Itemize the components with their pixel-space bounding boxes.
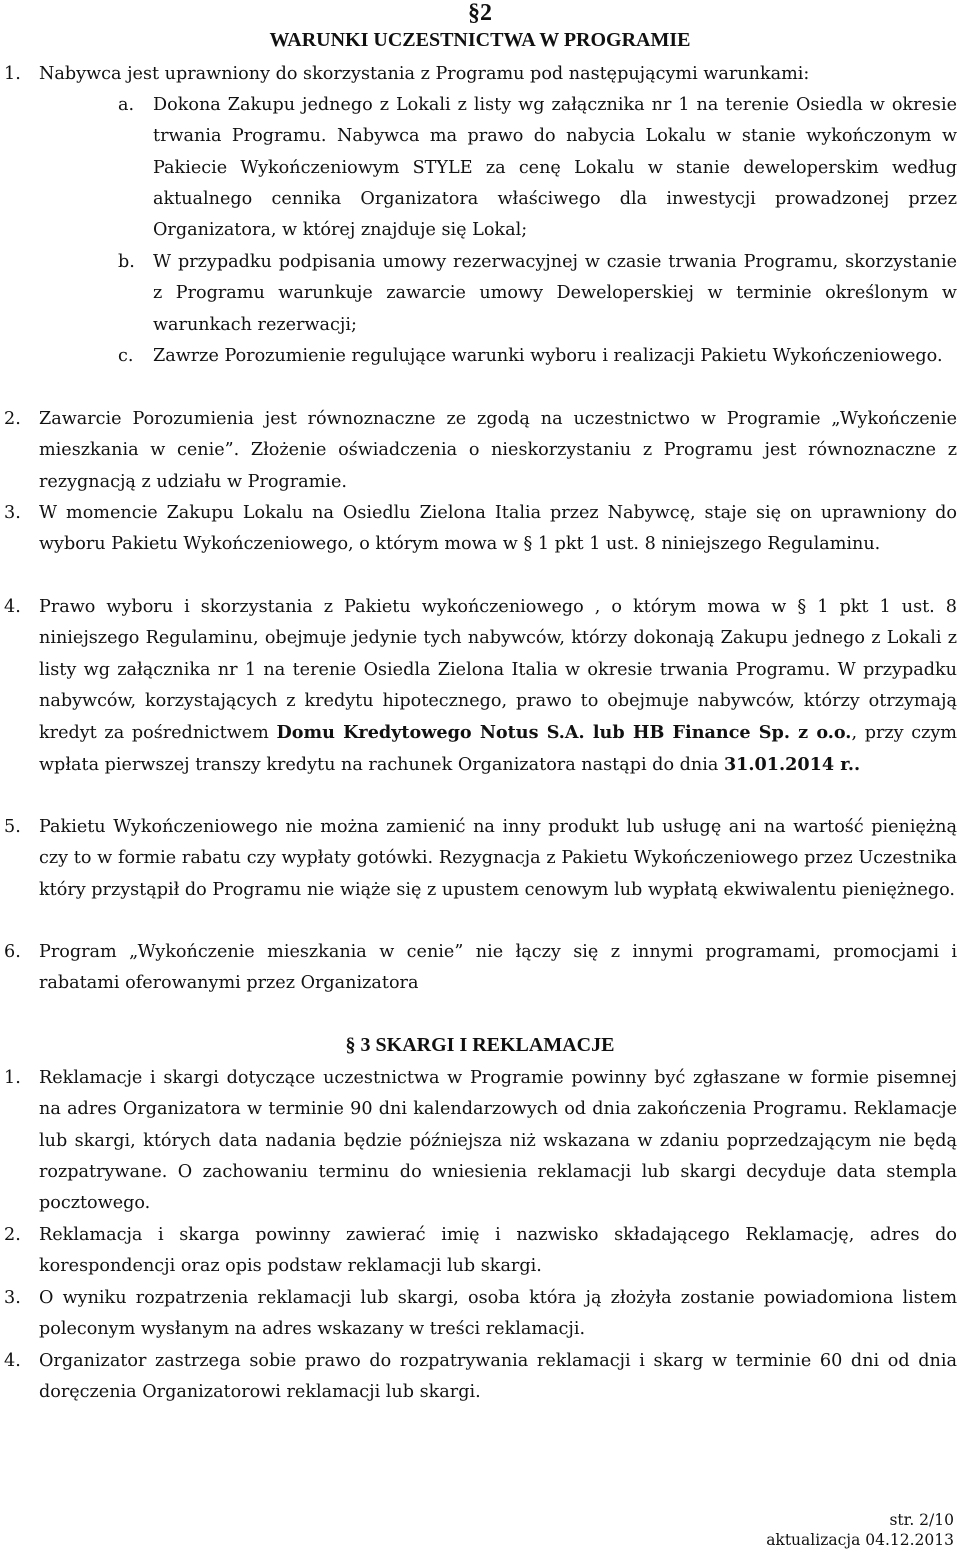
list-item: W momencie Zakupu Lokalu na Osiedlu Zielona Italia przez Nabywcę, staje się on uprawniony do wyboru Pakietu Wykończeniowego, o którym mowa w § 1 pkt 1 ust. 8 niniejszego Regulaminu.	[39, 503, 957, 555]
list-subitem: W przypadku podpisania umowy rezerwacyjnej w czasie trwania Programu, skorzystanie z Programu warunkuje zawarcie umowy Deweloperskiej w terminie określonym w warunkach rezerwacji;	[153, 252, 957, 335]
item-number: 2.	[4, 409, 21, 429]
list-item: O wyniku rozpatrzenia reklamacji lub skargi, osoba która ją złożyła zostanie powiadomiona listem poleconym wysłanym na adres wskazany w treści reklamacji.	[39, 1288, 957, 1340]
subitem-letter: a.	[118, 95, 135, 115]
list-item: Program „Wykończenie mieszkania w cenie” nie łączy się z innymi programami, promocjami i rabatami oferowanymi przez Organizatora	[39, 942, 957, 994]
list-item: Reklamacja i skarga powinny zawierać imię i nazwisko składającego Reklamację, adres do korespondencji oraz opis podstaw reklamacji lub skargi.	[39, 1225, 957, 1277]
item-number: 1.	[4, 64, 21, 84]
list-item: Pakietu Wykończeniowego nie można zamienić na inny produkt lub usługę ani na wartość pieniężną czy to w formie rabatu czy wypłaty gotówki. Rezygnacja z Pakietu Wykończeniowego przez Uczestnika który przystąpił do Programu nie wiąże się z upustem cenowym lub wypłatą ekwiwalentu pieniężnego.	[39, 817, 957, 900]
subitem-letter: c.	[118, 346, 134, 366]
bold-company-name: Domu Kredytowego Notus S.A. lub HB Finance Sp. z o.o.	[276, 722, 852, 744]
list-item: Nabywca jest uprawniony do skorzystania z Programu pod następującymi warunkami:	[39, 64, 810, 84]
update-date: aktualizacja 04.12.2013	[766, 1531, 954, 1549]
subitem-letter: b.	[118, 252, 135, 272]
list-subitem: Zawrze Porozumienie regulujące warunki wyboru i realizacji Pakietu Wykończeniowego.	[153, 346, 943, 366]
list-item: Zawarcie Porozumienia jest równoznaczne ze zgodą na uczestnictwo w Programie „Wykończenie mieszkania w cenie”. Złożenie oświadczenia o nieskorzystaniu z Programu jest równoznaczne z rezygnacją z udziału w Programie.	[39, 409, 957, 492]
item-number: 4.	[4, 597, 21, 617]
item-number: 6.	[4, 942, 21, 962]
item-number: 3.	[4, 1288, 21, 1308]
item-text: Prawo wyboru i skorzystania z Pakietu wykończeniowego , o którym mowa w § 1 pkt 1 ust. 8 niniejszego Regulaminu, obejmuje jedynie tych nabywców, którzy dokonają Zakupu jednego z Lokali z listy wg załącznika nr 1 na terenie Osiedla Zielona Italia w okresie trwania Programu. W przypadku nabywców, korzystających z kredytu hipotecznego, prawo to obejmuje nabywców, którzy otrzymają kredyt za pośrednictwem	[39, 597, 957, 744]
list-subitem: Dokona Zakupu jednego z Lokali z listy wg załącznika nr 1 na terenie Osiedla w okresie trwania Programu. Nabywca ma prawo do nabycia Lokalu w stanie wykończonym w Pakiecie Wykończeniowym STYLE za cenę Lokalu w stanie deweloperskim według aktualnego cennika Organizatora właściwego dla inwestycji prowadzonej przez Organizatora, w której znajduje się Lokal;	[153, 95, 957, 241]
section-title: § 3 SKARGI I REKLAMACJE	[345, 1034, 615, 1056]
section-title: WARUNKI UCZESTNICTWA W PROGRAMIE	[269, 29, 691, 51]
page-number: str. 2/10	[889, 1511, 954, 1529]
bold-deadline-date: 31.01.2014 r..	[723, 754, 861, 776]
section-number: §2	[468, 0, 492, 26]
item-number: 1.	[4, 1068, 21, 1088]
list-item: Reklamacje i skargi dotyczące uczestnictwa w Programie powinny być zgłaszane w formie pisemnej na adres Organizatora w terminie 90 dni kalendarzowych od dnia zakończenia Programu. Reklamacje lub skargi, których data nadania będzie późniejsza niż wskazana w zdaniu poprzedzającym nie będą rozpatrywane. O zachowaniu terminu do wniesienia reklamacji lub skargi decyduje data stempla pocztowego.	[39, 1068, 957, 1214]
list-item: Organizator zastrzega sobie prawo do rozpatrywania reklamacji i skarg w terminie 60 dni od dnia doręczenia Organizatorowi reklamacji lub skargi.	[39, 1351, 957, 1403]
item-number: 2.	[4, 1225, 21, 1245]
item-number: 4.	[4, 1351, 21, 1371]
item-text: , przy czym wpłata pierwszej transzy kredytu na rachunek Organizatora nastąpi do dnia	[39, 723, 957, 776]
item-number: 3.	[4, 503, 21, 523]
list-item	[39, 592, 957, 782]
item-number: 5.	[4, 817, 21, 837]
